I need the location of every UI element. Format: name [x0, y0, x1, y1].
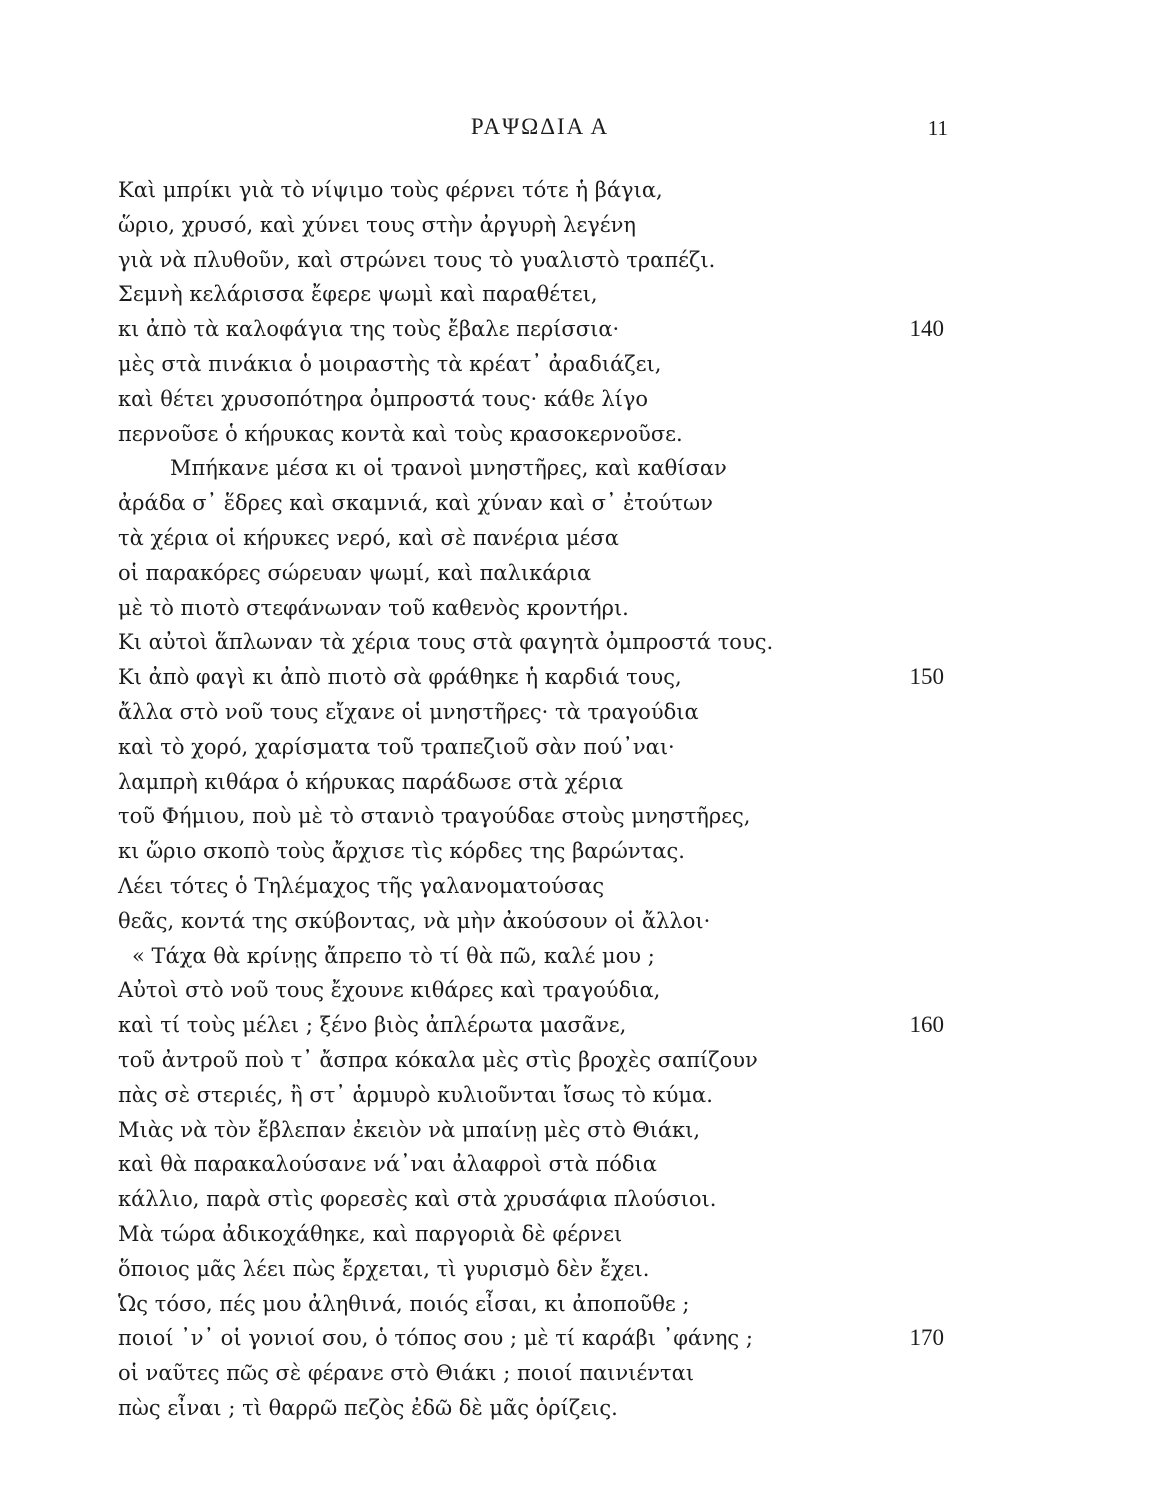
- page-title: ΡΑΨΩΔΙΑ Α: [470, 114, 610, 139]
- verse-line: [118, 1217, 948, 1252]
- verse-text: ὅποιος μᾶς λέει πὼς ἔρχεται, τὶ γυρισμὸ δὲν ἔχει.: [118, 1256, 650, 1281]
- verse-line: [118, 799, 948, 834]
- verse-text: ὥριο, χρυσό, καὶ χύνει τους στὴν ἀργυρὴ λεγένη: [118, 212, 636, 237]
- verse-text: καὶ τί τοὺς μέλει ; ξένο βιὸς ἀπλέρωτα μασᾶνε,: [118, 1013, 627, 1038]
- verse-line: [118, 521, 948, 556]
- verse-text: Σεμνὴ κελάρισσα ἔφερε ψωμὶ καὶ παραθέτει,: [118, 282, 598, 307]
- verse-text: Ὡς τόσο, πές μου ἀληθινά, ποιός εἶσαι, κι ἀποποῦθε ;: [118, 1291, 690, 1316]
- verse-text: κι ἀπὸ τὰ καλοφάγια της τοὺς ἔβαλε περίσσια·: [118, 317, 620, 342]
- verse-text: τὰ χέρια οἱ κήρυκες νερό, καὶ σὲ πανέρια μέσα: [118, 525, 619, 550]
- line-number: 170: [909, 1325, 944, 1351]
- verse-text: πὰς σὲ στεριές, ἢ στ᾽ ἁρμυρὸ κυλιοῦνται ἴσως τὸ κύμα.: [118, 1082, 713, 1107]
- verse-text: Μιὰς νὰ τὸν ἔβλεπαν ἐκειὸν νὰ μπαίνῃ μὲς στὸ Θιάκι,: [118, 1117, 701, 1142]
- verse-line: [118, 417, 948, 452]
- line-number: 160: [909, 1012, 944, 1038]
- verse-line: [118, 1321, 948, 1356]
- verse-line: [118, 208, 948, 243]
- verse-line: [118, 451, 948, 486]
- running-head: [120, 114, 960, 148]
- verse-text: ποιοί ᾽ν᾽ οἱ γονιοί σου, ὁ τόπος σου ; μὲ τί καράβι ᾽φάνης ;: [118, 1326, 753, 1351]
- verse-line: [118, 347, 948, 382]
- verse-text: μὲς στὰ πινάκια ὁ μοιραστὴς τὰ κρέατ᾽ ἀραδιάζει,: [118, 351, 662, 376]
- verse-line: [118, 486, 948, 521]
- verse-text: πὼς εἶναι ; τὶ θαρρῶ πεζὸς ἐδῶ δὲ μᾶς ὁρίζεις.: [118, 1395, 618, 1420]
- verse-text: περνοῦσε ὁ κήρυκας κοντὰ καὶ τοὺς κρασοκερνοῦσε.: [118, 421, 683, 446]
- verse-text: καὶ θέτει χρυσοπότηρα ὀμπροστά τους· κάθε λίγο: [118, 386, 649, 411]
- verse-text: μὲ τὸ πιοτὸ στεφάνωναν τοῦ καθενὸς κροντήρι.: [118, 595, 629, 620]
- verse-line: [118, 1147, 948, 1182]
- verse-line: [118, 591, 948, 626]
- verse-text: καὶ τὸ χορό, χαρίσματα τοῦ τραπεζιοῦ σὰν πού᾽ναι·: [118, 734, 675, 759]
- verse-text: ἄλλα στὸ νοῦ τους εἴχανε οἱ μνηστῆρες· τὰ τραγούδια: [118, 699, 699, 724]
- verse-text: Μπήκανε μέσα κι οἱ τρανοὶ μνηστῆρες, καὶ καθίσαν: [170, 456, 727, 481]
- verse-line: [118, 1391, 948, 1426]
- verse-text: Κι αὐτοὶ ἅπλωναν τὰ χέρια τους στὰ φαγητὰ ὀμπροστά τους.: [118, 630, 774, 655]
- verse-text: Καὶ μπρίκι γιὰ τὸ νίψιμο τοὺς φέρνει τότε ἡ βάγια,: [118, 178, 663, 202]
- verse-line: [118, 1043, 948, 1078]
- verse-line: [118, 1182, 948, 1217]
- verse-line: [118, 660, 948, 695]
- verse-line: [118, 173, 948, 208]
- verse-text: Μὰ τώρα ἀδικοχάθηκε, καὶ παργοριὰ δὲ φέρνει: [118, 1221, 623, 1246]
- verse-text: ἀράδα σ᾽ ἕδρες καὶ σκαμνιά, καὶ χύναν καὶ σ᾽ ἐτούτων: [118, 491, 713, 516]
- verse-line: [118, 1078, 948, 1113]
- verse-text: « Τάχα θὰ κρίνῃς ἄπρεπο τὸ τί θὰ πῶ, καλέ μου ;: [132, 943, 655, 968]
- verse-text: λαμπρὴ κιθάρα ὁ κήρυκας παράδωσε στὰ χέρια: [118, 769, 624, 794]
- verse-line: [118, 939, 948, 974]
- verse-text: Αὐτοὶ στὸ νοῦ τους ἔχουνε κιθάρες καὶ τραγούδια,: [118, 978, 661, 1003]
- line-number: 140: [909, 316, 944, 342]
- verse-line: [118, 695, 948, 730]
- verse-block: [118, 173, 948, 1426]
- verse-line: [118, 1252, 948, 1287]
- verse-text: καὶ θὰ παρακαλούσανε νά᾽ναι ἀλαφροὶ στὰ πόδια: [118, 1152, 657, 1177]
- verse-line: [118, 1008, 948, 1043]
- verse-line: [118, 625, 948, 660]
- verse-line: [118, 904, 948, 939]
- verse-text: Κι ἀπὸ φαγὶ κι ἀπὸ πιοτὸ σὰ φράθηκε ἡ καρδιά τους,: [118, 665, 682, 690]
- verse-line: [118, 765, 948, 800]
- verse-text: θεᾶς, κοντά της σκύβοντας, νὰ μὴν ἀκούσουν οἱ ἄλλοι·: [118, 908, 711, 933]
- line-number: 150: [909, 664, 944, 690]
- verse-line: [118, 312, 948, 347]
- verse-line: [118, 973, 948, 1008]
- verse-line: [118, 730, 948, 765]
- verse-text: γιὰ νὰ πλυθοῦν, καὶ στρώνει τους τὸ γυαλιστὸ τραπέζι.: [118, 247, 716, 272]
- verse-line: [118, 382, 948, 417]
- verse-line: [118, 556, 948, 591]
- verse-text: τοῦ ἀντροῦ ποὺ τ᾽ ἄσπρα κόκαλα μὲς στὶς βροχὲς σαπίζουν: [118, 1047, 758, 1072]
- verse-text: Λέει τότες ὁ Τηλέμαχος τῆς γαλανοματούσας: [118, 873, 605, 898]
- verse-text: οἱ παρακόρες σώρευαν ψωμί, καὶ παλικάρια: [118, 560, 592, 585]
- verse-line: [118, 1287, 948, 1322]
- verse-line: [118, 243, 948, 278]
- verse-text: κι ὥριο σκοπὸ τοὺς ἄρχισε τὶς κόρδες της βαρώντας.: [118, 839, 685, 864]
- verse-line: [118, 869, 948, 904]
- verse-line: [118, 277, 948, 312]
- verse-text: οἱ ναῦτες πῶς σὲ φέρανε στὸ Θιάκι ; ποιοί παινιένται: [118, 1361, 695, 1386]
- verse-line: [118, 1113, 948, 1148]
- verse-text: κάλλιο, παρὰ στὶς φορεσὲς καὶ στὰ χρυσάφια πλούσιοι.: [118, 1187, 717, 1212]
- verse-line: [118, 834, 948, 869]
- page-number: 11: [927, 116, 948, 140]
- verse-line: [118, 1356, 948, 1391]
- verse-text: τοῦ Φήμιου, ποὺ μὲ τὸ στανιὸ τραγούδαε στοὺς μνηστῆρες,: [118, 804, 751, 829]
